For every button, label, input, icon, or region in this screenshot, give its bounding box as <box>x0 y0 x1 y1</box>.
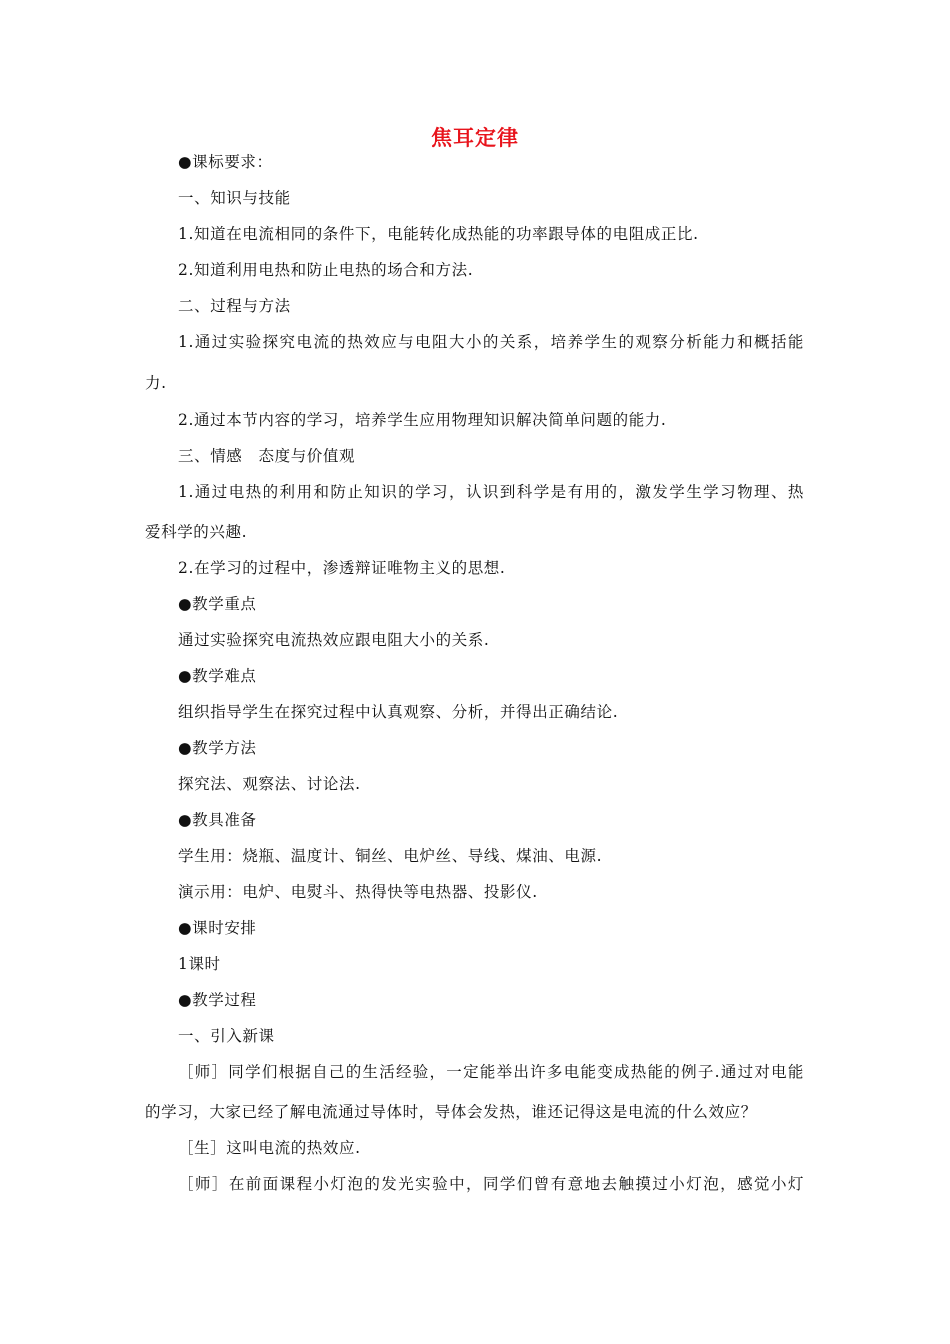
paragraph-line: ［生］这叫电流的热效应. <box>178 1139 361 1157</box>
paragraph-line-continued: 力. <box>145 374 167 392</box>
page-title: 焦耳定律 <box>431 126 519 150</box>
paragraph-line: 2.在学习的过程中，渗透辩证唯物主义的思想. <box>178 559 506 577</box>
section-heading: ●课标要求： <box>178 153 273 171</box>
section-heading: ●教学重点 <box>178 595 257 613</box>
paragraph-line: 1.通过实验探究电流的热效应与电阻大小的关系，培养学生的观察分析能力和概括能 <box>178 333 804 351</box>
section-heading: ●教学过程 <box>178 991 257 1009</box>
subsection-heading: 三、情感 态度与价值观 <box>178 447 356 465</box>
paragraph-line: 1课时 <box>178 955 221 973</box>
paragraph-line: ［师］同学们根据自己的生活经验，一定能举出许多电能变成热能的例子.通过对电能 <box>178 1063 804 1081</box>
paragraph-line: 2.知道利用电热和防止电热的场合和方法. <box>178 261 474 279</box>
paragraph-line-continued: 的学习，大家已经了解电流通过导体时，导体会发热，谁还记得这是电流的什么效应？ <box>145 1103 757 1121</box>
paragraph-line: 组织指导学生在探究过程中认真观察、分析，并得出正确结论. <box>178 703 619 721</box>
paragraph-line: 1.通过电热的利用和防止知识的学习，认识到科学是有用的，激发学生学习物理、热 <box>178 483 804 501</box>
paragraph-line: 学生用：烧瓶、温度计、铜丝、电炉丝、导线、煤油、电源. <box>178 847 603 865</box>
paragraph-line: 演示用：电炉、电熨斗、热得快等电热器、投影仪. <box>178 883 538 901</box>
paragraph-line: 1.知道在电流相同的条件下，电能转化成热能的功率跟导体的电阻成正比. <box>178 225 699 243</box>
paragraph-line: 2.通过本节内容的学习，培养学生应用物理知识解决简单问题的能力. <box>178 411 667 429</box>
paragraph-line: 探究法、观察法、讨论法. <box>178 775 361 793</box>
section-heading: ●教具准备 <box>178 811 257 829</box>
section-heading: ●教学难点 <box>178 667 257 685</box>
section-heading: ●教学方法 <box>178 739 257 757</box>
paragraph-line-continued: 爱科学的兴趣. <box>145 523 248 541</box>
subsection-heading: 二、过程与方法 <box>178 297 291 315</box>
subsection-heading: 一、知识与技能 <box>178 189 291 207</box>
paragraph-line: ［师］在前面课程小灯泡的发光实验中，同学们曾有意地去触摸过小灯泡，感觉小灯 <box>178 1175 804 1193</box>
section-heading: ●课时安排 <box>178 919 257 937</box>
subsection-heading: 一、引入新课 <box>178 1027 275 1045</box>
paragraph-line: 通过实验探究电流热效应跟电阻大小的关系. <box>178 631 490 649</box>
